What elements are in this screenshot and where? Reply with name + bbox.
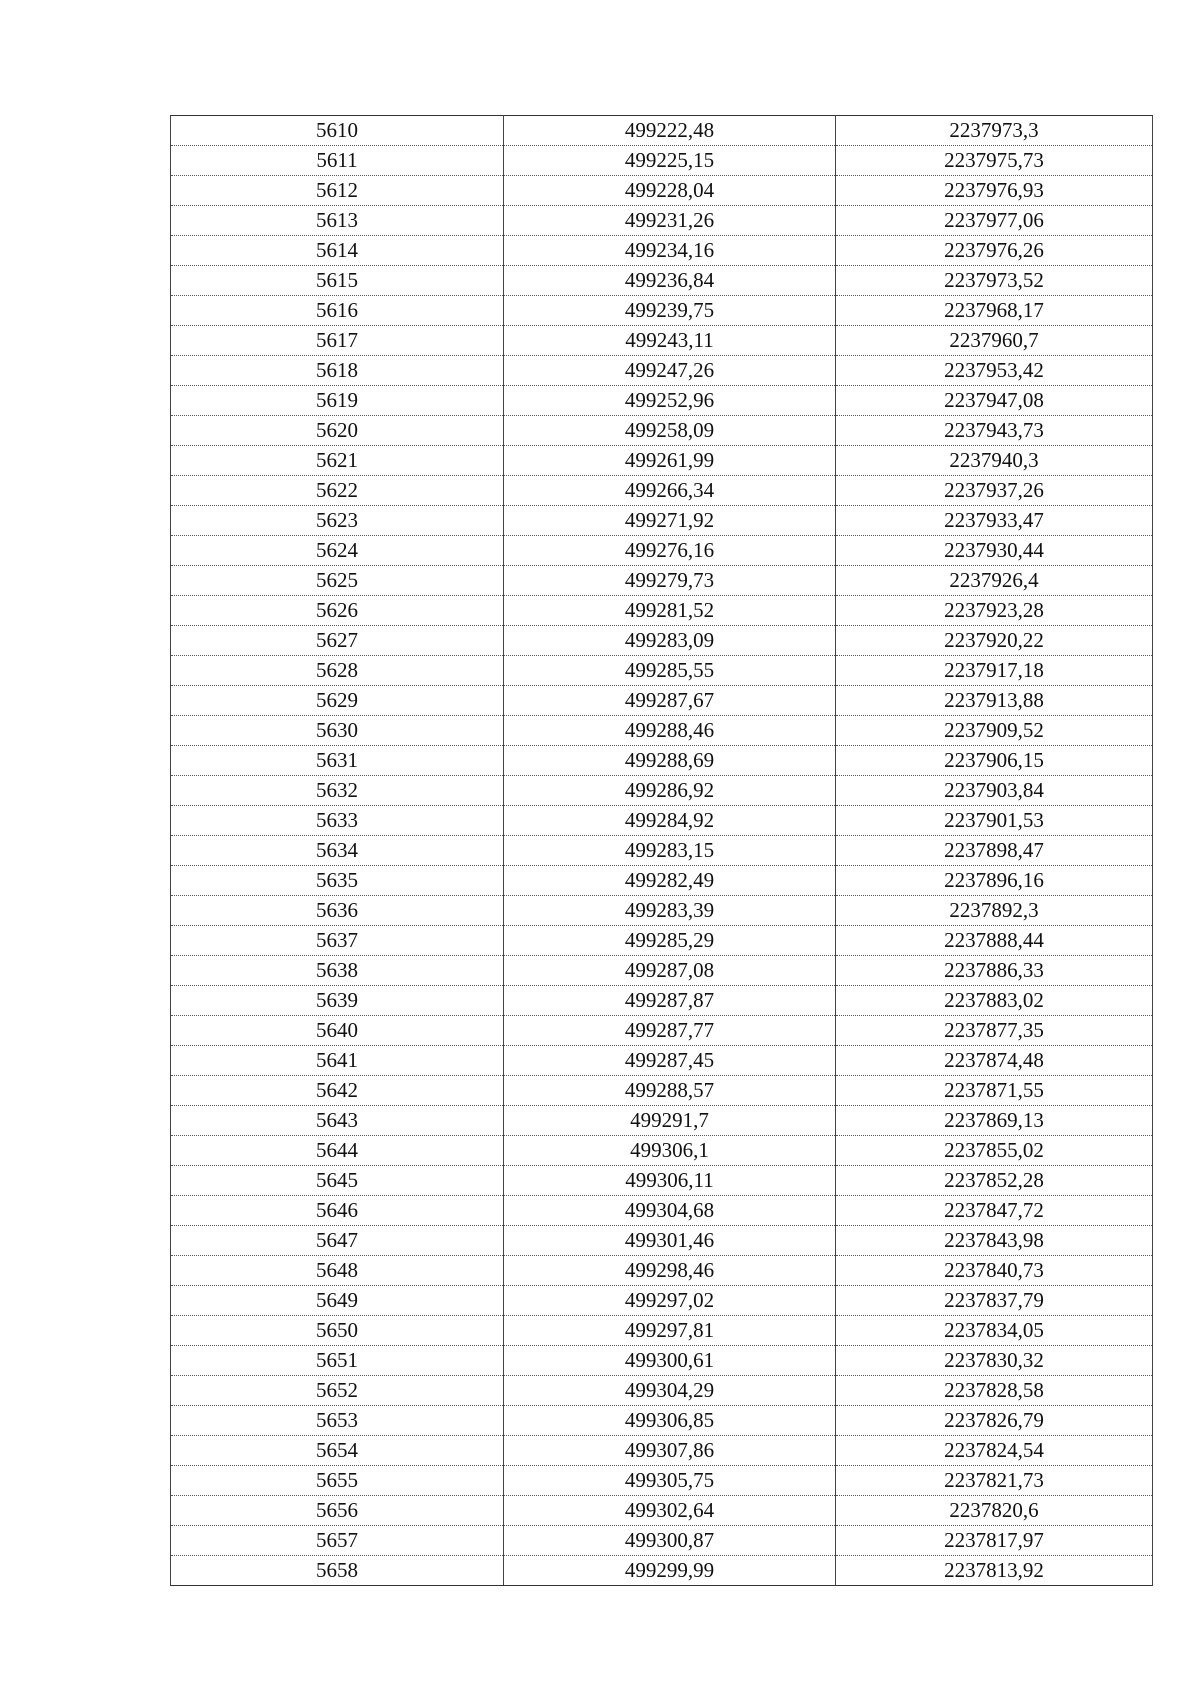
y-coordinate-cell: 2237892,3	[836, 896, 1153, 926]
point-number-cell: 5654	[171, 1436, 504, 1466]
table-row	[171, 836, 1153, 866]
point-number-cell: 5637	[171, 926, 504, 956]
table-row	[171, 656, 1153, 686]
x-coordinate-cell: 499307,86	[504, 1436, 836, 1466]
point-number-cell: 5650	[171, 1316, 504, 1346]
table-row	[171, 1046, 1153, 1076]
y-coordinate-cell: 2237837,79	[836, 1286, 1153, 1316]
x-coordinate-cell: 499239,75	[504, 296, 836, 326]
x-coordinate-cell: 499234,16	[504, 236, 836, 266]
y-coordinate-cell: 2237896,16	[836, 866, 1153, 896]
point-number-cell: 5624	[171, 536, 504, 566]
table-row	[171, 1316, 1153, 1346]
y-coordinate-cell: 2237847,72	[836, 1196, 1153, 1226]
x-coordinate-cell: 499302,64	[504, 1496, 836, 1526]
y-coordinate-cell: 2237813,92	[836, 1556, 1153, 1586]
y-coordinate-cell: 2237855,02	[836, 1136, 1153, 1166]
x-coordinate-cell: 499261,99	[504, 446, 836, 476]
table-row	[171, 1346, 1153, 1376]
y-coordinate-cell: 2237923,28	[836, 596, 1153, 626]
y-coordinate-cell: 2237869,13	[836, 1106, 1153, 1136]
table-row	[171, 1466, 1153, 1496]
y-coordinate-cell: 2237830,32	[836, 1346, 1153, 1376]
x-coordinate-cell: 499287,45	[504, 1046, 836, 1076]
y-coordinate-cell: 2237933,47	[836, 506, 1153, 536]
x-coordinate-cell: 499258,09	[504, 416, 836, 446]
y-coordinate-cell: 2237973,3	[836, 116, 1153, 146]
y-coordinate-cell: 2237826,79	[836, 1406, 1153, 1436]
table-row	[171, 266, 1153, 296]
x-coordinate-cell: 499236,84	[504, 266, 836, 296]
x-coordinate-cell: 499252,96	[504, 386, 836, 416]
y-coordinate-cell: 2237973,52	[836, 266, 1153, 296]
y-coordinate-cell: 2237852,28	[836, 1166, 1153, 1196]
y-coordinate-cell: 2237817,97	[836, 1526, 1153, 1556]
table-row	[171, 566, 1153, 596]
x-coordinate-cell: 499222,48	[504, 116, 836, 146]
table-row	[171, 1166, 1153, 1196]
point-number-cell: 5612	[171, 176, 504, 206]
x-coordinate-cell: 499287,08	[504, 956, 836, 986]
point-number-cell: 5634	[171, 836, 504, 866]
y-coordinate-cell: 2237913,88	[836, 686, 1153, 716]
table-row	[171, 446, 1153, 476]
table-row	[171, 536, 1153, 566]
point-number-cell: 5642	[171, 1076, 504, 1106]
x-coordinate-cell: 499306,11	[504, 1166, 836, 1196]
x-coordinate-cell: 499279,73	[504, 566, 836, 596]
table-row	[171, 1376, 1153, 1406]
x-coordinate-cell: 499304,68	[504, 1196, 836, 1226]
table-row	[171, 986, 1153, 1016]
table-row	[171, 326, 1153, 356]
y-coordinate-cell: 2237930,44	[836, 536, 1153, 566]
point-number-cell: 5638	[171, 956, 504, 986]
y-coordinate-cell: 2237843,98	[836, 1226, 1153, 1256]
point-number-cell: 5649	[171, 1286, 504, 1316]
table-row	[171, 1076, 1153, 1106]
x-coordinate-cell: 499287,67	[504, 686, 836, 716]
table-row	[171, 236, 1153, 266]
x-coordinate-cell: 499287,77	[504, 1016, 836, 1046]
y-coordinate-cell: 2237834,05	[836, 1316, 1153, 1346]
x-coordinate-cell: 499288,69	[504, 746, 836, 776]
point-number-cell: 5639	[171, 986, 504, 1016]
table-row	[171, 1226, 1153, 1256]
x-coordinate-cell: 499291,7	[504, 1106, 836, 1136]
y-coordinate-cell: 2237824,54	[836, 1436, 1153, 1466]
y-coordinate-cell: 2237976,93	[836, 176, 1153, 206]
point-number-cell: 5655	[171, 1466, 504, 1496]
table-row	[171, 626, 1153, 656]
table-row	[171, 686, 1153, 716]
x-coordinate-cell: 499247,26	[504, 356, 836, 386]
y-coordinate-cell: 2237874,48	[836, 1046, 1153, 1076]
x-coordinate-cell: 499282,49	[504, 866, 836, 896]
point-number-cell: 5619	[171, 386, 504, 416]
x-coordinate-cell: 499306,1	[504, 1136, 836, 1166]
point-number-cell: 5631	[171, 746, 504, 776]
y-coordinate-cell: 2237975,73	[836, 146, 1153, 176]
y-coordinate-cell: 2237968,17	[836, 296, 1153, 326]
table-row	[171, 506, 1153, 536]
x-coordinate-cell: 499285,29	[504, 926, 836, 956]
point-number-cell: 5629	[171, 686, 504, 716]
x-coordinate-cell: 499266,34	[504, 476, 836, 506]
point-number-cell: 5651	[171, 1346, 504, 1376]
x-coordinate-cell: 499285,55	[504, 656, 836, 686]
x-coordinate-cell: 499228,04	[504, 176, 836, 206]
y-coordinate-cell: 2237903,84	[836, 776, 1153, 806]
y-coordinate-cell: 2237977,06	[836, 206, 1153, 236]
x-coordinate-cell: 499281,52	[504, 596, 836, 626]
point-number-cell: 5615	[171, 266, 504, 296]
table-row	[171, 116, 1153, 146]
point-number-cell: 5632	[171, 776, 504, 806]
table-row	[171, 1496, 1153, 1526]
point-number-cell: 5614	[171, 236, 504, 266]
y-coordinate-cell: 2237920,22	[836, 626, 1153, 656]
point-number-cell: 5617	[171, 326, 504, 356]
y-coordinate-cell: 2237976,26	[836, 236, 1153, 266]
y-coordinate-cell: 2237926,4	[836, 566, 1153, 596]
table-row	[171, 296, 1153, 326]
x-coordinate-cell: 499225,15	[504, 146, 836, 176]
point-number-cell: 5627	[171, 626, 504, 656]
point-number-cell: 5633	[171, 806, 504, 836]
point-number-cell: 5656	[171, 1496, 504, 1526]
table-row	[171, 356, 1153, 386]
table-row	[171, 596, 1153, 626]
table-row	[171, 866, 1153, 896]
point-number-cell: 5647	[171, 1226, 504, 1256]
table-row	[171, 176, 1153, 206]
y-coordinate-cell: 2237871,55	[836, 1076, 1153, 1106]
point-number-cell: 5628	[171, 656, 504, 686]
point-number-cell: 5658	[171, 1556, 504, 1586]
point-number-cell: 5611	[171, 146, 504, 176]
table-row	[171, 416, 1153, 446]
y-coordinate-cell: 2237937,26	[836, 476, 1153, 506]
y-coordinate-cell: 2237947,08	[836, 386, 1153, 416]
y-coordinate-cell: 2237901,53	[836, 806, 1153, 836]
point-number-cell: 5653	[171, 1406, 504, 1436]
point-number-cell: 5648	[171, 1256, 504, 1286]
x-coordinate-cell: 499283,09	[504, 626, 836, 656]
point-number-cell: 5644	[171, 1136, 504, 1166]
x-coordinate-cell: 499304,29	[504, 1376, 836, 1406]
x-coordinate-cell: 499299,99	[504, 1556, 836, 1586]
x-coordinate-cell: 499288,46	[504, 716, 836, 746]
x-coordinate-cell: 499231,26	[504, 206, 836, 236]
point-number-cell: 5657	[171, 1526, 504, 1556]
point-number-cell: 5620	[171, 416, 504, 446]
point-number-cell: 5630	[171, 716, 504, 746]
x-coordinate-cell: 499284,92	[504, 806, 836, 836]
x-coordinate-cell: 499300,87	[504, 1526, 836, 1556]
x-coordinate-cell: 499298,46	[504, 1256, 836, 1286]
point-number-cell: 5621	[171, 446, 504, 476]
point-number-cell: 5652	[171, 1376, 504, 1406]
table-row	[171, 1556, 1153, 1586]
table-row	[171, 1016, 1153, 1046]
y-coordinate-cell: 2237960,7	[836, 326, 1153, 356]
x-coordinate-cell: 499243,11	[504, 326, 836, 356]
point-number-cell: 5643	[171, 1106, 504, 1136]
table-row	[171, 1406, 1153, 1436]
table-row	[171, 746, 1153, 776]
y-coordinate-cell: 2237886,33	[836, 956, 1153, 986]
point-number-cell: 5625	[171, 566, 504, 596]
y-coordinate-cell: 2237953,42	[836, 356, 1153, 386]
y-coordinate-cell: 2237820,6	[836, 1496, 1153, 1526]
x-coordinate-cell: 499287,87	[504, 986, 836, 1016]
point-number-cell: 5618	[171, 356, 504, 386]
x-coordinate-cell: 499271,92	[504, 506, 836, 536]
point-number-cell: 5636	[171, 896, 504, 926]
y-coordinate-cell: 2237906,15	[836, 746, 1153, 776]
point-number-cell: 5616	[171, 296, 504, 326]
point-number-cell: 5646	[171, 1196, 504, 1226]
table-row	[171, 896, 1153, 926]
table-row	[171, 386, 1153, 416]
point-number-cell: 5622	[171, 476, 504, 506]
coordinates-table-body	[171, 116, 1153, 1586]
y-coordinate-cell: 2237821,73	[836, 1466, 1153, 1496]
table-row	[171, 1256, 1153, 1286]
table-row	[171, 476, 1153, 506]
y-coordinate-cell: 2237877,35	[836, 1016, 1153, 1046]
x-coordinate-cell: 499306,85	[504, 1406, 836, 1436]
y-coordinate-cell: 2237898,47	[836, 836, 1153, 866]
point-number-cell: 5640	[171, 1016, 504, 1046]
table-row	[171, 956, 1153, 986]
x-coordinate-cell: 499305,75	[504, 1466, 836, 1496]
x-coordinate-cell: 499297,02	[504, 1286, 836, 1316]
y-coordinate-cell: 2237909,52	[836, 716, 1153, 746]
table-row	[171, 1136, 1153, 1166]
y-coordinate-cell: 2237943,73	[836, 416, 1153, 446]
x-coordinate-cell: 499300,61	[504, 1346, 836, 1376]
coordinates-table	[170, 115, 1153, 1586]
y-coordinate-cell: 2237917,18	[836, 656, 1153, 686]
point-number-cell: 5645	[171, 1166, 504, 1196]
point-number-cell: 5626	[171, 596, 504, 626]
point-number-cell: 5613	[171, 206, 504, 236]
x-coordinate-cell: 499288,57	[504, 1076, 836, 1106]
table-row	[171, 1196, 1153, 1226]
table-row	[171, 146, 1153, 176]
x-coordinate-cell: 499286,92	[504, 776, 836, 806]
point-number-cell: 5610	[171, 116, 504, 146]
table-row	[171, 1526, 1153, 1556]
y-coordinate-cell: 2237828,58	[836, 1376, 1153, 1406]
y-coordinate-cell: 2237840,73	[836, 1256, 1153, 1286]
table-row	[171, 926, 1153, 956]
table-row	[171, 1106, 1153, 1136]
table-row	[171, 776, 1153, 806]
y-coordinate-cell: 2237940,3	[836, 446, 1153, 476]
point-number-cell: 5623	[171, 506, 504, 536]
x-coordinate-cell: 499297,81	[504, 1316, 836, 1346]
x-coordinate-cell: 499283,39	[504, 896, 836, 926]
table-row	[171, 716, 1153, 746]
table-row	[171, 1436, 1153, 1466]
table-row	[171, 206, 1153, 236]
x-coordinate-cell: 499301,46	[504, 1226, 836, 1256]
point-number-cell: 5635	[171, 866, 504, 896]
y-coordinate-cell: 2237883,02	[836, 986, 1153, 1016]
point-number-cell: 5641	[171, 1046, 504, 1076]
x-coordinate-cell: 499276,16	[504, 536, 836, 566]
y-coordinate-cell: 2237888,44	[836, 926, 1153, 956]
table-row	[171, 806, 1153, 836]
table-row	[171, 1286, 1153, 1316]
x-coordinate-cell: 499283,15	[504, 836, 836, 866]
